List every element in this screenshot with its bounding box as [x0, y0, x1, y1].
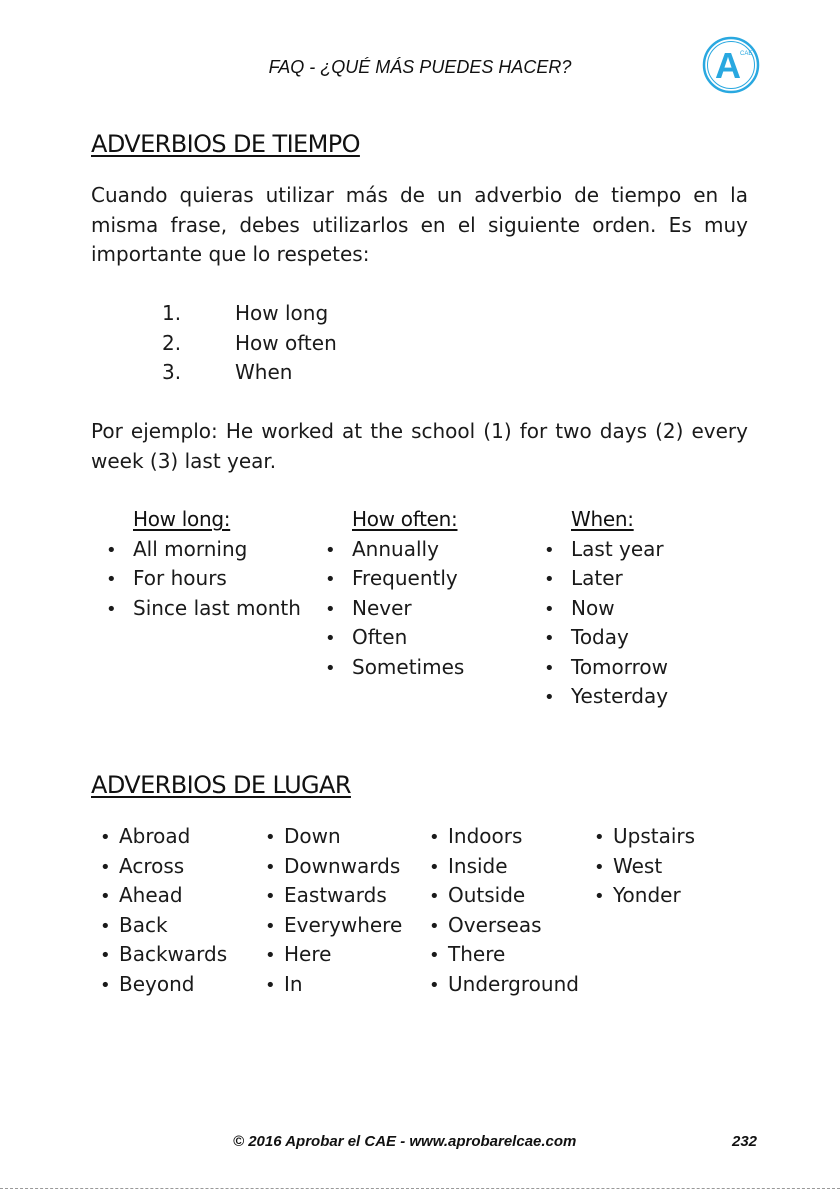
list-item: • Underground	[429, 971, 579, 996]
list-item: • Inside	[429, 853, 508, 878]
footer-divider	[0, 1188, 840, 1189]
intro-paragraph: Cuando quieras utilizar más de un adverbio de tiempo en la misma frase, debes utilizarlos en el siguiente orden. Es muy importante que lo respetes:	[91, 183, 748, 266]
list-item: • In	[265, 971, 303, 996]
logo-small-text: CAE	[740, 51, 753, 57]
list-item: • Everywhere	[265, 912, 403, 937]
list-item: • Downwards	[265, 853, 401, 878]
list-item: • Overseas	[429, 912, 542, 937]
list-item: • Indoors	[429, 824, 523, 848]
list-item: • West	[594, 853, 663, 878]
list-item: • There	[429, 942, 506, 966]
order-item: 1. How long	[162, 301, 329, 325]
column-heading: When:	[571, 507, 634, 531]
list-item: • Since last month	[106, 595, 301, 620]
cae-logo	[702, 36, 760, 94]
lugar-column-2	[265, 822, 402, 999]
example-paragraph: Por ejemplo: He worked at the school (1) for two days (2) every week (3) last year.	[91, 419, 748, 473]
section-title-tiempo: ADVERBIOS DE TIEMPO	[91, 130, 360, 158]
order-item: 2. How often	[162, 330, 337, 355]
page-header-title: FAQ - ¿QUÉ MÁS PUEDES HACER?	[268, 57, 572, 77]
footer-copyright: © 2016 Aprobar el CAE - www.aprobarelcae.com	[233, 1133, 577, 1150]
list-item: • For hours	[106, 566, 227, 590]
lugar-column-3	[429, 822, 579, 999]
list-item: • Eastwards	[265, 883, 387, 907]
column-when	[544, 505, 668, 712]
lugar-column-1	[100, 822, 227, 999]
column-heading: How long:	[133, 507, 231, 531]
column-how-often	[325, 505, 464, 682]
list-item: • Sometimes	[325, 654, 465, 679]
list-item: • Abroad	[100, 824, 191, 848]
list-item: • Last year	[544, 536, 664, 561]
list-item: • Upstairs	[594, 824, 696, 848]
list-item: • Down	[265, 824, 341, 848]
list-item: • Tomorrow	[544, 654, 669, 679]
column-how-long	[106, 505, 301, 623]
list-item: • Now	[544, 595, 615, 620]
list-item: • All morning	[106, 536, 248, 561]
logo-letter: A	[715, 45, 741, 86]
list-item: • Later	[544, 566, 623, 590]
list-item: • Never	[325, 595, 412, 620]
list-item: • Often	[325, 625, 408, 649]
list-item: • Backwards	[100, 942, 228, 966]
order-list	[162, 299, 337, 388]
list-item: • Frequently	[325, 566, 458, 590]
section-title-lugar: ADVERBIOS DE LUGAR	[91, 771, 351, 799]
list-item: • Ahead	[100, 883, 183, 907]
list-item: • Yesterday	[544, 684, 669, 708]
list-item: • Outside	[429, 883, 526, 907]
list-item: • Here	[265, 942, 332, 966]
order-item: 3. When	[162, 360, 293, 384]
list-item: • Beyond	[100, 971, 195, 996]
list-item: • Today	[544, 625, 629, 649]
list-item: • Across	[100, 853, 185, 878]
list-item: • Back	[100, 912, 168, 937]
list-item: • Annually	[325, 536, 439, 561]
lugar-column-4	[594, 822, 695, 911]
page-number: 232	[732, 1133, 758, 1150]
list-item: • Yonder	[594, 883, 681, 907]
column-heading: How often:	[352, 507, 458, 531]
